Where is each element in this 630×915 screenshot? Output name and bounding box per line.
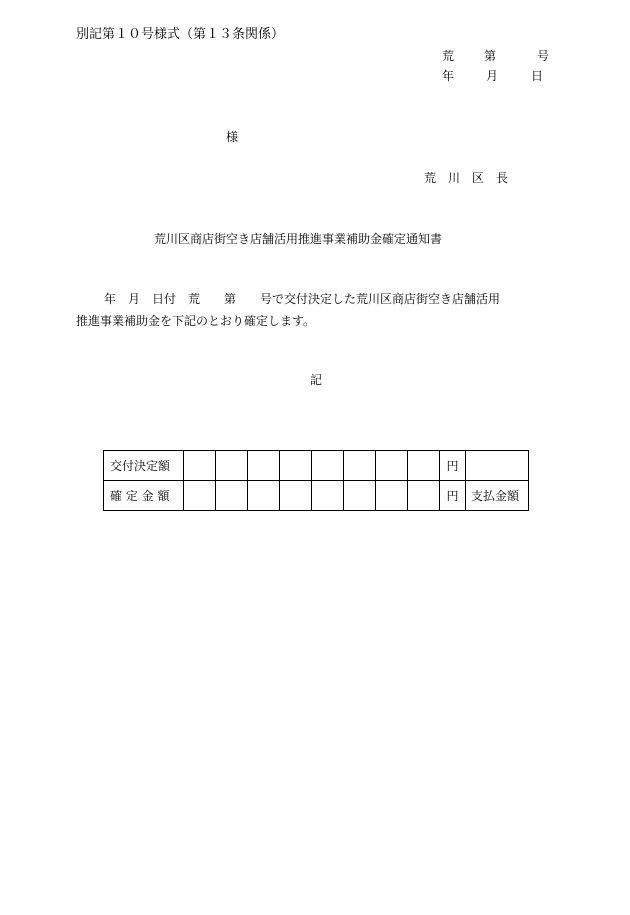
ki-marker: 記 <box>310 373 323 387</box>
ref-ara: 荒 <box>442 49 455 63</box>
row-label: 確 定 金 額 <box>104 481 184 511</box>
table-row <box>104 451 529 481</box>
digit-cell <box>184 451 216 481</box>
digit-cell <box>248 451 280 481</box>
digit-cell <box>376 481 408 511</box>
document-title: 荒川区商店街空き店舗活用推進事業補助金確定通知書 <box>154 232 443 246</box>
digit-cell <box>376 451 408 481</box>
addressee-suffix: 様 <box>226 130 239 144</box>
digit-cell <box>408 481 440 511</box>
date-year: 年 <box>442 69 455 83</box>
digit-cell <box>312 451 344 481</box>
digit-cell <box>344 481 376 511</box>
extra-cell: 支払金額 <box>466 481 529 511</box>
issuer: 荒 川 区 長 <box>424 171 509 185</box>
digit-cell <box>344 451 376 481</box>
ref-dai: 第 <box>484 49 497 63</box>
digit-cell <box>184 481 216 511</box>
digit-cell <box>280 451 312 481</box>
digit-cell <box>408 451 440 481</box>
digit-cell <box>312 481 344 511</box>
amount-table <box>103 450 529 511</box>
date-month: 月 <box>486 69 499 83</box>
table-row <box>104 481 529 511</box>
date-day: 日 <box>531 69 544 83</box>
row-label: 交付決定額 <box>104 451 184 481</box>
extra-cell <box>466 451 529 481</box>
form-number: 別記第１０号様式（第１３条関係） <box>76 27 285 42</box>
digit-cell <box>216 451 248 481</box>
body-line-2: 推進事業補助金を下記のとおり確定します。 <box>76 314 316 328</box>
digit-cell <box>216 481 248 511</box>
body-line-1: 年 月 日付 荒 第 号で交付決定した荒川区商店街空き店舗活用 <box>104 292 501 306</box>
unit-cell: 円 <box>440 481 466 511</box>
ref-go: 号 <box>537 49 550 63</box>
unit-cell: 円 <box>440 451 466 481</box>
digit-cell <box>248 481 280 511</box>
digit-cell <box>280 481 312 511</box>
